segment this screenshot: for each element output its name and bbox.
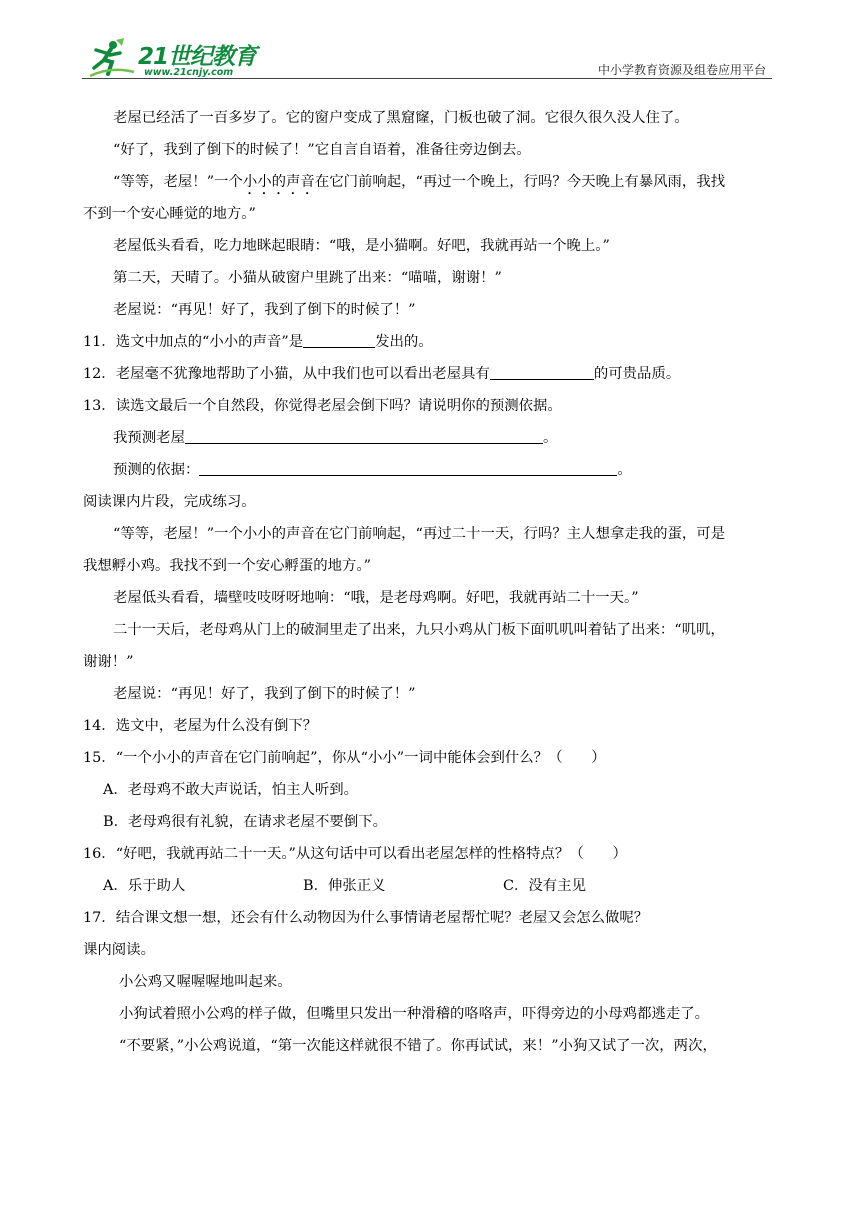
option-a[interactable]: A．乐于助人	[103, 878, 186, 894]
answer-blank[interactable]	[490, 363, 594, 380]
options-row	[83, 870, 778, 902]
document-body	[83, 102, 778, 1062]
paragraph: “等等，老屋！”一个小小的声音在它门前响起，“再过一个晚上，行吗？今天晚上有暴风雨，我找	[113, 174, 726, 190]
option-b[interactable]: B．老母鸡很有礼貌，在请求老屋不要倒下。	[103, 814, 387, 830]
paragraph: “不要紧，”小公鸡说道，“第一次能这样就很不错了。你再试试，来！”小狗又试了一次，两次，	[119, 1038, 717, 1054]
question-14: 14．选文中，老屋为什么没有倒下？	[83, 718, 318, 734]
page-header	[82, 36, 772, 82]
question-11: 11．选文中加点的“小小的声音”是 发出的。	[83, 326, 778, 358]
paragraph: 老屋低头看看，墙壁吱吱呀呀地响：“哦，是老母鸡啊。好吧，我就再站二十一天。”	[113, 590, 639, 606]
answer-blank[interactable]	[185, 427, 543, 444]
paragraph: 老屋已经活了一百多岁了。它的窗户变成了黑窟窿，门板也破了洞。它很久很久没人住了。	[113, 110, 689, 126]
question-17: 17．结合课文想一想，还会有什么动物因为什么事情请老屋帮忙呢？老屋又会怎么做呢？	[83, 910, 649, 926]
paragraph: 老屋低头看看，吃力地眯起眼睛：“哦，是小猫啊。好吧，我就再站一个晚上。”	[113, 238, 610, 254]
paragraph-continuation: 谢谢！”	[83, 654, 134, 670]
logo-url: www.21cnjy.com	[144, 67, 234, 78]
basis-line: 预测的依据： 。	[83, 454, 778, 486]
runner-logo-icon	[86, 36, 136, 80]
paragraph: “等等，老屋！”一个小小的声音在它门前响起，“再过二十一天，行吗？主人想拿走我的蛋，可是	[113, 526, 726, 542]
paragraph: 小公鸡又喔喔喔地叫起来。	[119, 974, 292, 990]
section-title: 阅读课内片段，完成练习。	[83, 494, 256, 510]
paragraph: 老屋说：“再见！好了，我到了倒下的时候了！”	[113, 302, 416, 318]
option-c[interactable]: C．没有主见	[503, 878, 586, 894]
question-13: 13．读选文最后一个自然段，你觉得老屋会倒下吗？请说明你的预测依据。	[83, 398, 562, 414]
question-15: 15．“一个小小的声音在它门前响起”，你从“小小”一词中能体会到什么？（ ）	[83, 750, 606, 766]
paragraph: 老屋说：“再见！好了，我到了倒下的时候了！”	[113, 686, 416, 702]
prediction-line: 我预测老屋 。	[83, 422, 778, 454]
paragraph: 第二天，天晴了。小猫从破窗户里跳了出来：“喵喵，谢谢！”	[113, 270, 502, 286]
question-12: 12．老屋毫不犹豫地帮助了小猫，从中我们也可以看出老屋具有 的可贵品质。	[83, 358, 778, 390]
header-tagline: 中小学教育资源及组卷应用平台	[597, 63, 766, 77]
section-title: 课内阅读。	[83, 942, 155, 958]
paragraph-continuation: 不到一个安心睡觉的地方。”	[83, 206, 256, 222]
answer-blank[interactable]	[199, 459, 617, 476]
logo	[86, 36, 266, 80]
dotted-phrase: 小小的声音	[242, 174, 315, 190]
paragraph: 小狗试着照小公鸡的样子做，但嘴里只发出一种滑稽的咯咯声，吓得旁边的小母鸡都逃走了。	[119, 1006, 710, 1022]
option-a[interactable]: A．老母鸡不敢大声说话，怕主人听到。	[103, 782, 359, 798]
paragraph: 二十一天后，老母鸡从门上的破洞里走了出来，九只小鸡从门板下面叽叽叫着钻了出来：“叽叽，	[113, 622, 725, 638]
question-16: 16．“好吧，我就再站二十一天。”从这句话中可以看出老屋怎样的性格特点？（ ）	[83, 846, 627, 862]
option-b[interactable]: B．伸张正义	[303, 878, 386, 894]
logo-text: 21世纪教育	[138, 44, 257, 70]
paragraph: “好了，我到了倒下的时候了！”它自言自语着，准备往旁边倒去。	[113, 142, 531, 158]
paragraph-continuation: 我想孵小鸡。我找不到一个安心孵蛋的地方。”	[83, 558, 371, 574]
answer-blank[interactable]	[303, 331, 375, 348]
header-divider	[82, 78, 772, 79]
